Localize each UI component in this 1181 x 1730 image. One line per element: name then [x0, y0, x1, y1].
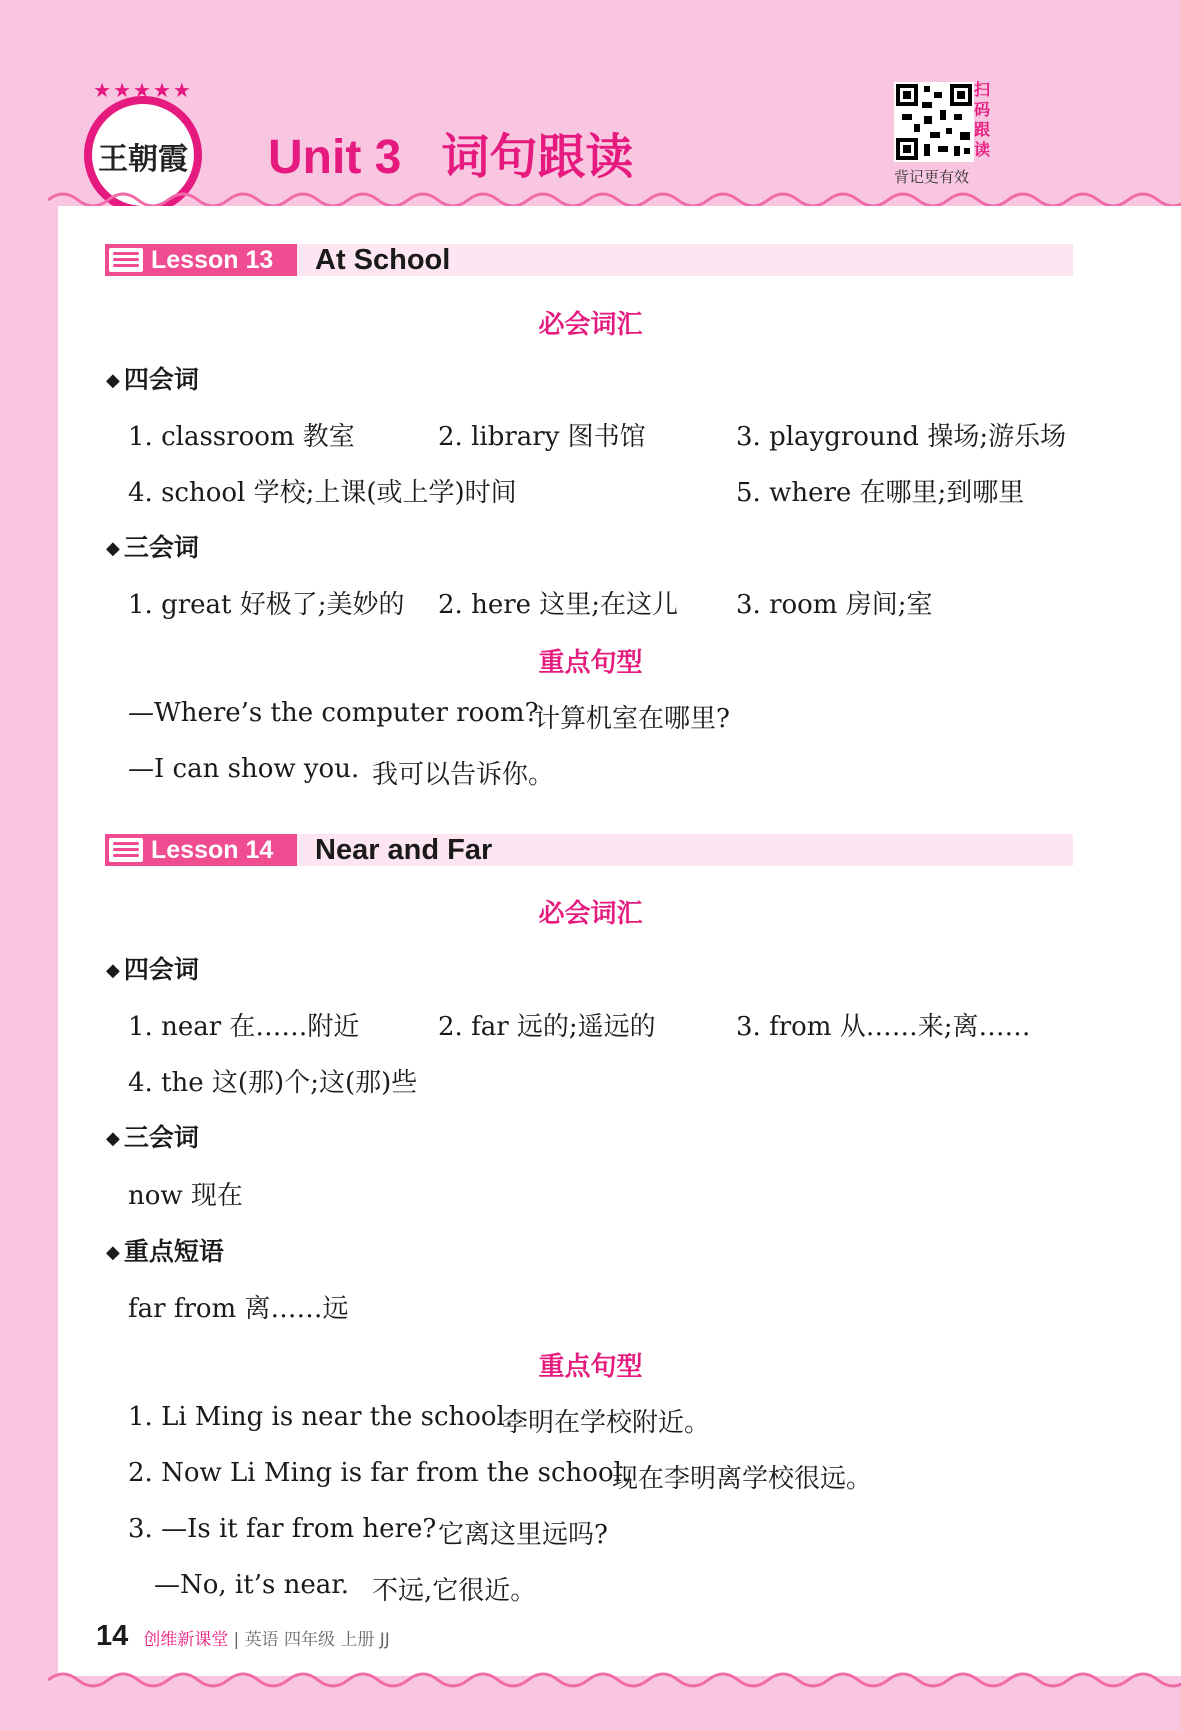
unit-title-cn: 词句跟读	[441, 131, 634, 184]
cat-label: 三会词	[123, 1123, 199, 1152]
lesson13-three-3: 3. room 房间;室	[736, 590, 933, 620]
lesson13-tag-label: Lesson 13	[151, 246, 274, 274]
lesson13-cat-four	[106, 360, 199, 396]
lesson14-sentence-2-cn: 现在李明离学校很远。	[612, 1464, 873, 1494]
lesson14-tag	[105, 834, 297, 866]
lesson14-word-1: 1. near 在……附近	[128, 1012, 360, 1042]
lesson13-three-2: 2. here 这里;在这儿	[438, 590, 679, 620]
lesson13-three-1: 1. great 好极了;美妙的	[128, 590, 405, 620]
lesson13-vocab-heading: 必会词汇	[538, 310, 643, 340]
logo-text: 王朝霞	[98, 142, 188, 177]
lesson14-sentence-2-en: 2. Now Li Ming is far from the school.	[128, 1458, 631, 1488]
footer-brand: 创维新课堂	[143, 1630, 229, 1650]
lesson13-sentence-2-en: —I can show you.	[128, 754, 360, 784]
lesson14-sentence-1-en: 1. Li Ming is near the school.	[128, 1402, 514, 1432]
cat-label: 三会词	[123, 533, 199, 562]
lesson14-phrase-1: far from 离……远	[128, 1294, 349, 1324]
diamond-icon: ◆	[106, 370, 120, 391]
cat-label: 四会词	[123, 955, 199, 984]
lesson14-title: Near and Far	[315, 834, 493, 866]
waves-icon	[109, 838, 143, 862]
lesson14-sentence-4-cn: 不远,它很近。	[372, 1576, 537, 1606]
diamond-icon: ◆	[106, 1242, 120, 1263]
qr-caption: 背记更有效	[894, 168, 970, 186]
lesson14-word-2: 2. far 远的;遥远的	[438, 1012, 656, 1042]
lesson14-sentence-heading: 重点句型	[538, 1352, 643, 1382]
lesson14-cat-four	[106, 950, 199, 986]
lesson14-word-4: 4. the 这(那)个;这(那)些	[128, 1068, 418, 1098]
unit-label: Unit 3	[268, 131, 402, 184]
lesson14-sentence-1-cn: 李明在学校附近。	[502, 1408, 711, 1438]
unit-title	[268, 118, 633, 187]
lesson13-sentence-1-en: —Where’s the computer room?	[128, 698, 539, 728]
diamond-icon: ◆	[106, 1128, 120, 1149]
lesson14-bar	[105, 834, 1073, 866]
footer-details: | 英语 四年级 上册 JJ	[233, 1630, 390, 1650]
lesson13-sentence-heading: 重点句型	[538, 648, 643, 678]
lesson13-word-3: 3. playground 操场;游乐场	[736, 422, 1067, 452]
lesson14-tag-label: Lesson 14	[151, 836, 274, 864]
lesson14-vocab-heading: 必会词汇	[538, 899, 643, 929]
lesson14-cat-phrase	[106, 1232, 224, 1268]
page-footer	[96, 1620, 390, 1653]
qr-label: 扫码跟读	[974, 80, 991, 159]
page-header	[0, 0, 1181, 200]
logo-stars: ★★★★★	[93, 78, 193, 102]
diamond-icon: ◆	[106, 538, 120, 559]
lesson14-three-1: now 现在	[128, 1181, 243, 1211]
cat-label: 重点短语	[123, 1237, 224, 1266]
lesson13-cat-three	[106, 528, 199, 564]
lesson13-word-4: 4. school 学校;上课(或上学)时间	[128, 478, 517, 508]
lesson13-sentence-1-cn: 计算机室在哪里?	[534, 704, 730, 734]
diamond-icon: ◆	[106, 960, 120, 981]
lesson14-cat-three	[106, 1118, 199, 1154]
lesson13-word-2: 2. library 图书馆	[438, 422, 646, 452]
lesson13-word-1: 1. classroom 教室	[128, 422, 355, 452]
lesson14-sentence-3-cn: 它离这里远吗?	[438, 1520, 608, 1550]
lesson13-tag	[105, 244, 297, 276]
cat-label: 四会词	[123, 365, 199, 394]
lesson14-sentence-4-en: —No, it’s near.	[154, 1570, 350, 1600]
bottom-wave-border	[48, 1668, 1181, 1692]
lesson14-word-3: 3. from 从……来;离……	[736, 1012, 1031, 1042]
waves-icon	[109, 248, 143, 272]
lesson13-word-5: 5. where 在哪里;到哪里	[736, 478, 1025, 508]
lesson13-bar	[105, 244, 1073, 276]
lesson13-title: At School	[315, 244, 451, 276]
lesson14-sentence-3-en: 3. —Is it far from here?	[128, 1514, 437, 1544]
qr-code-icon[interactable]	[894, 82, 974, 162]
lesson13-sentence-2-cn: 我可以告诉你。	[372, 760, 555, 790]
page-number: 14	[96, 1620, 129, 1652]
